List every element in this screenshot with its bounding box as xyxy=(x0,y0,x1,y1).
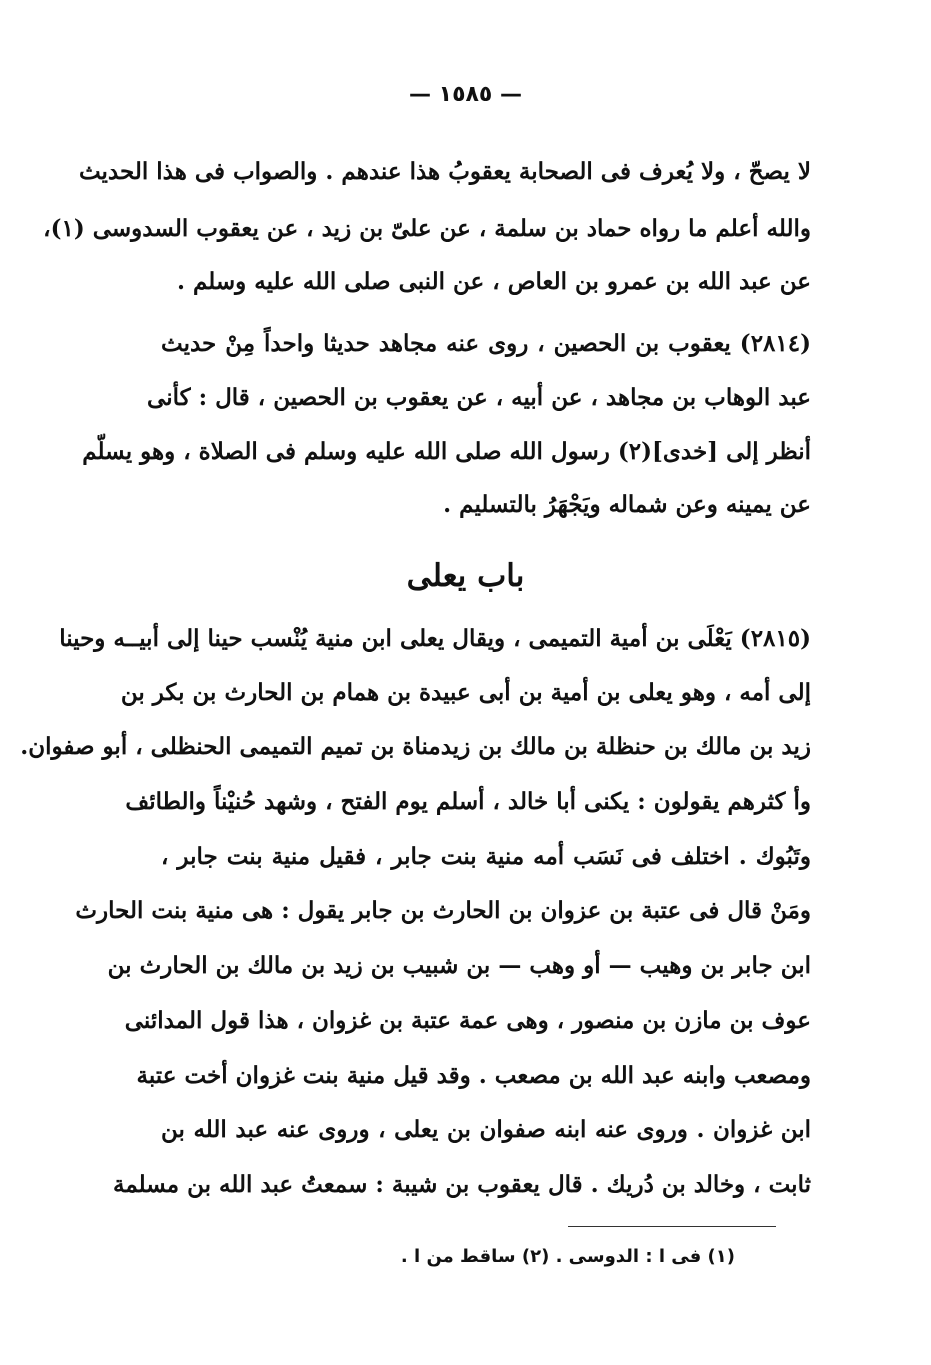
footnote: (١) فى ا : الدوسى . (٢) ساقط من ا . xyxy=(400,1246,735,1267)
entry-2815-line: إلى أمه ، وهو يعلى بن أمية بن أبى عبيدة بن همام بن الحارث بن بكر بن xyxy=(120,679,811,706)
entry-2814-line: عبد الوهاب بن مجاهد ، عن أبيه ، عن يعقوب بن الحصين ، قال : كأنى xyxy=(147,384,811,411)
entry-2814-line: عن يمينه وعن شماله ويَجْهَرُ بالتسليم . xyxy=(443,491,811,518)
text-line: عن عبد الله بن عمرو بن العاص ، عن النبى صلى الله عليه وسلم . xyxy=(176,268,811,295)
entry-2815-line: ثابت ، وخالد بن دُريك . قال يعقوب بن شيبة : سمعتُ عبد الله بن مسلمة xyxy=(113,1171,811,1198)
entry-2815-line: وأ كثرهم يقولون : يكنى أبا خالد ، أسلم يوم الفتح ، وشهد حُنيْناً والطائف xyxy=(125,788,811,815)
text-line: والله أعلم ما رواه حماد بن سلمة ، عن علىّ بن زيد ، عن يعقوب السدوسى (١)، xyxy=(43,215,811,242)
entry-2815-line: ابن غزوان . وروى عنه ابنه صفوان بن يعلى ، وروى عنه عبد الله بن xyxy=(161,1116,811,1143)
page-number: — ١٥٨٥ — xyxy=(408,82,523,107)
section-heading: باب يعلى xyxy=(406,558,525,594)
entry-2815-line: وتَبُوك . اختلف فى نَسَب أمه منية بنت جابر ، فقيل منية بنت جابر ، xyxy=(161,843,811,870)
entry-2815-line: ومَنْ قال فى عتبة بن عزوان بن الحارث بن جابر يقول : هى منية بنت الحارث xyxy=(75,897,811,924)
text-line: لا يصحّ ، ولا يُعرف فى الصحابة يعقوبُ هذا عندهم . والصواب فى هذا الحديث xyxy=(78,158,811,185)
entry-2815-line: (٢٨١٥) يَعْلَى بن أمية التميمى ، ويقال يعلى ابن منية يُنْسب حينا إلى أبيــه وحينا xyxy=(59,625,811,652)
entry-2815-line: ابن جابر بن وهيب — أو وهب — بن شبيب بن زيد بن مالك بن الحارث بن xyxy=(107,952,811,979)
entry-2814-line: (٢٨١٤) يعقوب بن الحصين ، روى عنه مجاهد حديثا واحداً مِنْ حديث xyxy=(161,330,811,357)
entry-2815-line: ومصعب وابنه عبد الله بن مصعب . وقد قيل منية بنت غزوان أخت عتبة xyxy=(136,1062,811,1089)
entry-2815-line: زيد بن مالك بن حنظلة بن مالك بن زيدمناة بن تميم التميمى الحنظلى ، أبو صفوان. xyxy=(20,733,811,760)
entry-2815-line: عوف بن مازن بن منصور ، وهى عمة عتبة بن غزوان ، هذا قول المدائنى xyxy=(124,1007,811,1034)
entry-2814-line: أنظر إلى [خدى](٢) رسول الله صلى الله عليه وسلم فى الصلاة ، وهو يسلّم xyxy=(82,438,811,465)
footnote-divider xyxy=(568,1226,776,1227)
